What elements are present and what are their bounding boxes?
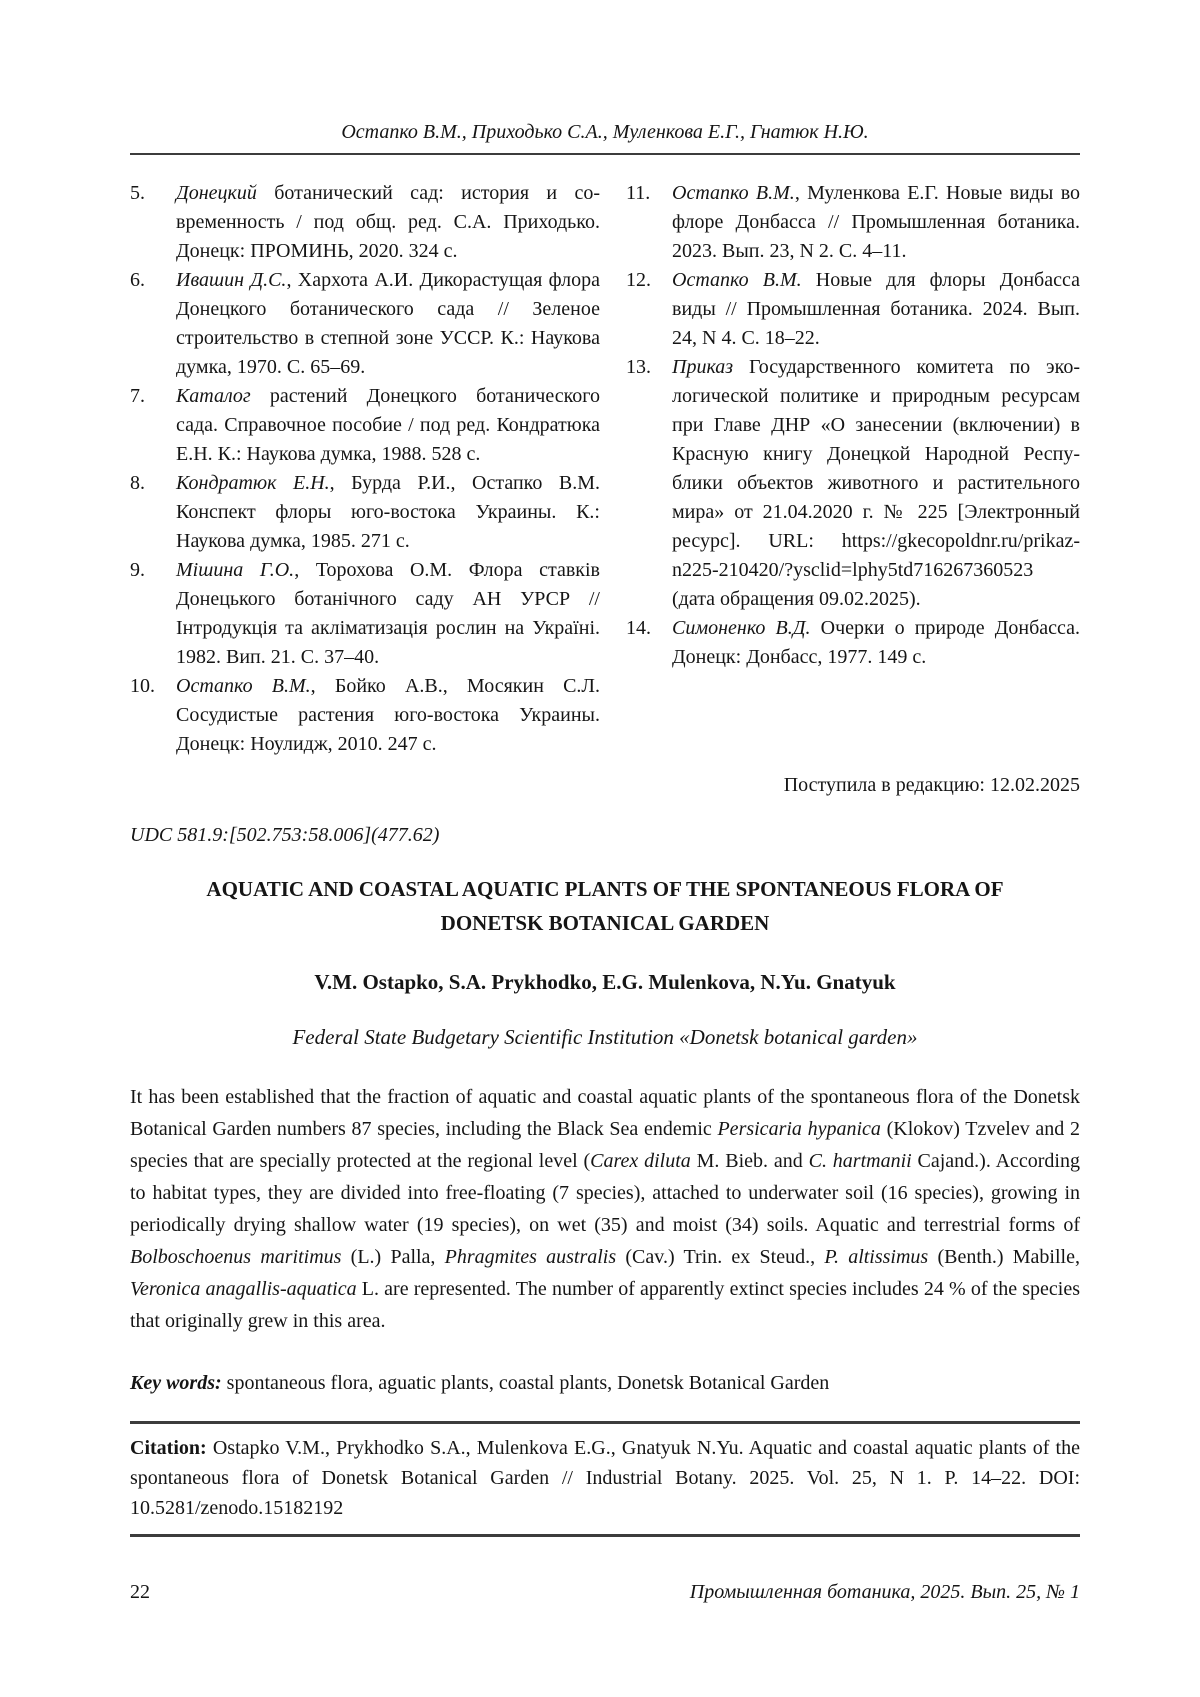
reference-item xyxy=(130,672,600,759)
text-run: , Бурда Р.И., Остапко В.М. Конспект флоры юго-востока Украины. К.: Наукова думка, 1985. 271 с. xyxy=(176,472,600,552)
reference-number: 11. xyxy=(626,182,651,204)
reference-item xyxy=(626,179,1080,266)
reference-item xyxy=(626,614,1080,672)
reference-number: 13. xyxy=(626,356,651,378)
reference-number: 10. xyxy=(130,675,155,697)
italic-text: Донецкий xyxy=(176,182,257,204)
reference-text xyxy=(176,556,600,672)
italic-text: Persicaria hypanica xyxy=(717,1117,881,1140)
italic-text: Кондратюк Е.Н. xyxy=(176,472,330,494)
article-title: AQUATIC AND COASTAL AQUATIC PLANTS OF THE SPONTANEOUS FLORA OF DONETSK BOTANICAL GARDEN xyxy=(206,877,1004,935)
authors-line: V.M. Ostapko, S.A. Prykhodko, E.G. Mulenkova, N.Yu. Gnatyuk xyxy=(314,970,896,995)
received-date-line: Поступила в редакцию: 12.02.2025 xyxy=(783,774,1080,796)
journal-line: Промышленная ботаника, 2025. Вып. 25, № 1 xyxy=(689,1580,1080,1603)
text-run: M. Bieb. and xyxy=(690,1149,809,1172)
text-run: , Бойко А.В., Мосякин С.Л. Сосудистые растения юго-востока Украины. Донецк: Ноулидж, 2010. 247 с. xyxy=(176,675,600,755)
reference-text xyxy=(176,382,600,469)
text-run: растений Донецкого ботанического сада. Справочное пособие / под ред. Кондратюка Е.Н. К.: Наукова думка, 1988. 528 с. xyxy=(176,385,600,465)
reference-number: 7. xyxy=(130,385,145,407)
reference-number: 14. xyxy=(626,617,651,639)
italic-text: Bolboschoenus maritimus xyxy=(130,1245,342,1268)
italic-text: Каталог xyxy=(176,385,251,407)
italic-text: P. altissimus xyxy=(824,1245,929,1268)
italic-text: Приказ xyxy=(672,356,734,378)
reference-text xyxy=(672,353,1080,614)
italic-text: Мішина Г.О. xyxy=(176,559,295,581)
reference-text xyxy=(176,179,600,266)
text-run: (Cav.) Trin. ex Steud., xyxy=(616,1245,825,1268)
text-run: , Муленкова Е.Г. Новые виды во флоре Донбасса // Промышленная ботаника. 2023. Вып. 23, N 2. С. 4–11. xyxy=(672,182,1080,262)
text-run: ботанический сад: история и современность / под общ. ред. С.А. Приходько. Донецк: ПРОМИНЬ, 2020. 324 с. xyxy=(176,182,600,262)
reference-number: 5. xyxy=(130,182,145,204)
italic-text: Остапко В.М. xyxy=(672,269,802,291)
citation-label: Citation: xyxy=(130,1436,207,1459)
reference-number: 9. xyxy=(130,559,145,581)
page-number: 22 xyxy=(130,1580,150,1603)
text-run: Новые для флоры Донбасса виды // Промышленная ботаника. 2024. Вып. 24, N 4. С. 18–22. xyxy=(672,269,1080,349)
reference-number: 8. xyxy=(130,472,145,494)
text-run: (Benth.) Mabille, xyxy=(928,1245,1080,1268)
reference-item xyxy=(130,556,600,672)
page-footer xyxy=(130,1581,1080,1604)
reference-item xyxy=(130,469,600,556)
text-run: , Хархота А.И. Дикорастущая флора Донецкого ботанического сада // Зеленое строительство в степной зоне УССР. К.: Наукова думка, 1970. С. 65–69. xyxy=(176,269,600,378)
reference-text xyxy=(672,266,1080,353)
reference-text xyxy=(176,469,600,556)
reference-item xyxy=(130,266,600,382)
reference-number: 6. xyxy=(130,269,145,291)
references-section xyxy=(130,179,1080,759)
reference-text xyxy=(176,672,600,759)
reference-text xyxy=(672,179,1080,266)
text-run: Государственного комитета по экологической политике и природным ресурсам при Главе ДНР «О занесении (включении) в Красную книгу Донецкой Народной Республики объектов животного и растительного мира» от 21.04.2020 г. № 225 [Электронный ресурс]. URL: https://gkecopoldnr.ru/prikaz-n225-210420/?ysclid=lphy5td716267360523 (дата обращения 09.02.2025). xyxy=(672,356,1080,610)
abstract-paragraph xyxy=(130,1081,1080,1337)
italic-text: C. hartmanii xyxy=(808,1149,912,1172)
citation-block xyxy=(130,1421,1080,1537)
references-column-right xyxy=(626,179,1080,759)
italic-text: Carex diluta xyxy=(590,1149,691,1172)
keywords-text: spontaneous flora, aguatic plants, coastal plants, Donetsk Botanical Garden xyxy=(221,1371,830,1394)
italic-text: Ивашин Д.С. xyxy=(176,269,287,291)
italic-text: Остапко В.М. xyxy=(176,675,311,697)
italic-text: Phragmites australis xyxy=(444,1245,617,1268)
text-run: L. are represented. The number of apparently extinct species includes 24 % of the species that originally grew in this area. xyxy=(130,1277,1080,1332)
italic-text: Симоненко В.Д. xyxy=(672,617,811,639)
reference-item xyxy=(626,353,1080,614)
references-column-left xyxy=(130,179,600,759)
reference-item xyxy=(130,382,600,469)
reference-item xyxy=(626,266,1080,353)
keywords-line xyxy=(130,1369,1080,1397)
text-run: (L.) Palla, xyxy=(341,1245,445,1268)
reference-text xyxy=(672,614,1080,672)
italic-text: Остапко В.М. xyxy=(672,182,795,204)
citation-text: Ostapko V.M., Prykhodko S.A., Mulenkova E.G., Gnatyuk N.Yu. Aquatic and coastal aquatic plants of the spontaneous flora of Donetsk Botanical Garden // Industrial Botany. 2025. Vol. 25, N 1. P. 14–22. DOI: 10.5281/zenodo.15182192 xyxy=(130,1436,1080,1519)
keywords-label: Key words: xyxy=(130,1371,222,1394)
reference-text xyxy=(176,266,600,382)
text-run: It has been established that the fraction of aquatic and coastal aquatic plants of the spontaneous flora of the Donetsk Botanical Garden numbers 87 species, including the Black Sea endemic xyxy=(130,1085,1080,1140)
text-run: Cajand.). According to habitat types, they are divided into free-floating (7 species), attached to underwater soil (16 species), growing in periodically drying shallow water (19 species), on wet (35) and moist (34) soils. Aquatic and terrestrial forms of xyxy=(130,1149,1080,1236)
reference-number: 12. xyxy=(626,269,651,291)
text-run: Очерки о природе Донбасса. Донецк: Донбасс, 1977. 149 с. xyxy=(672,617,1080,668)
text-run: (Klokov) Tzvelev and 2 species that are specially protected at the regional level ( xyxy=(130,1117,1080,1172)
udc-line: UDC 581.9:[502.753:58.006](477.62) xyxy=(130,824,440,846)
running-head: Остапко В.М., Приходько С.А., Муленкова Е.Г., Гнатюк Н.Ю. xyxy=(130,120,1080,155)
text-run: , Торохова О.М. Флора ставків Донецького ботанічного саду АН УРСР // Інтродукція та акліматизація рослин на Україні. 1982. Вип. 21. С. 37–40. xyxy=(176,559,600,668)
reference-item xyxy=(130,179,600,266)
affiliation-line: Federal State Budgetary Scientific Institution «Donetsk botanical garden» xyxy=(292,1025,918,1050)
italic-text: Veronica anagallis-aquatica xyxy=(130,1277,357,1300)
